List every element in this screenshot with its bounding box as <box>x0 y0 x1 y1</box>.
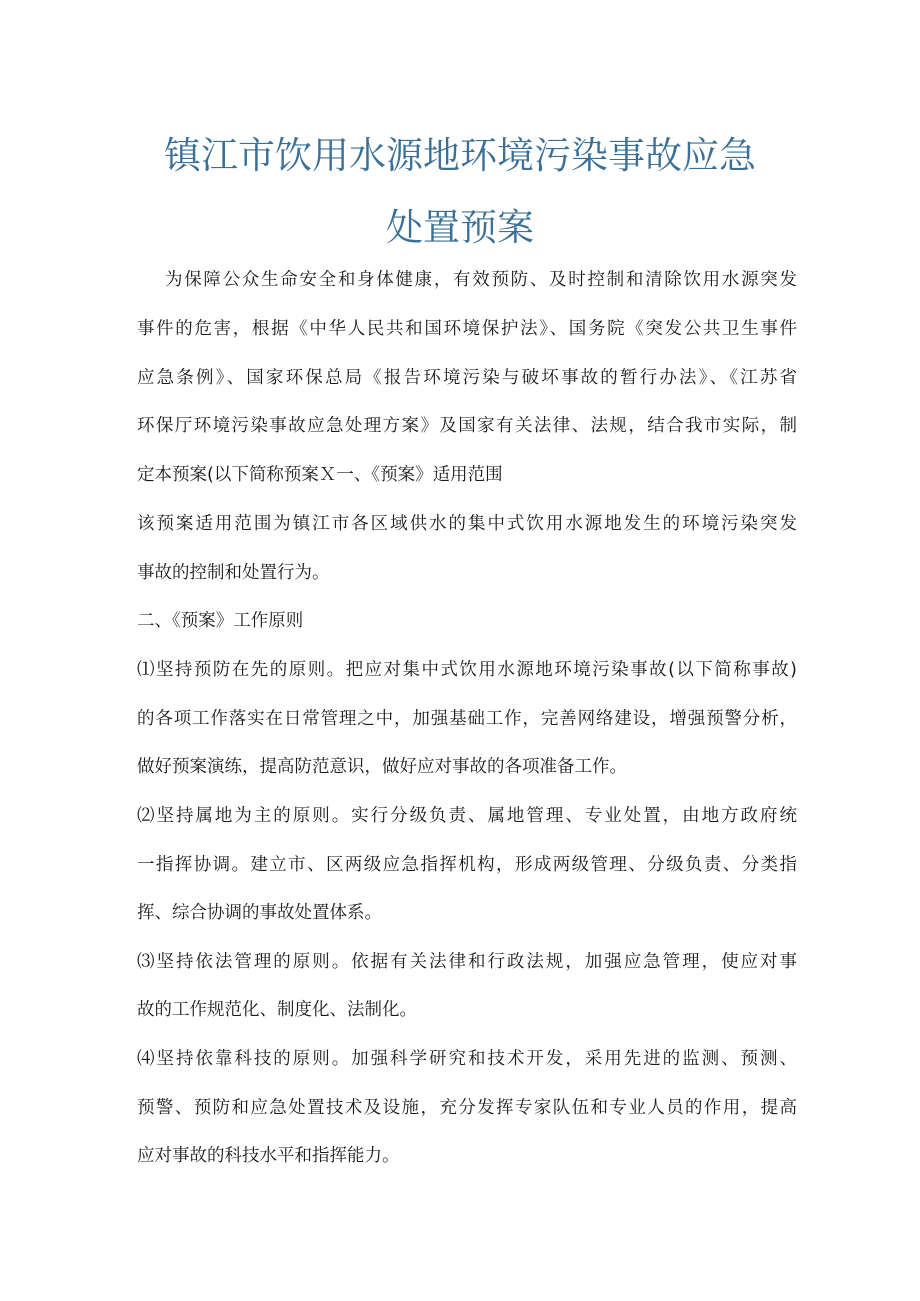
paragraph-line: 故的工作规范化、制度化、法制化。 <box>137 1000 417 1020</box>
document-title-line-2: 处置预案 <box>386 206 534 249</box>
paragraph-line: ⑵坚持属地为主的原则。实行分级负责、属地管理、专业处置，由地方政府统 <box>137 806 797 826</box>
paragraph-line: ⑶坚持依法管理的原则。依据有关法律和行政法规，加强应急管理，使应对事 <box>137 952 797 972</box>
paragraph-line: 预警、预防和应急处置技术及设施，充分发挥专家队伍和专业人员的作用，提高 <box>137 1098 797 1118</box>
document-title-line-1: 镇江市饮用水源地环境污染事故应急 <box>164 134 756 177</box>
paragraph-line: 环保厅环境污染事故应急处理方案》及国家有关法律、法规，结合我市实际，制 <box>137 416 797 436</box>
paragraph-line: 应对事故的科技水平和指挥能力。 <box>137 1146 400 1166</box>
section-heading: 二、《预案》工作原则 <box>137 611 304 631</box>
paragraph-line: 定本预案(以下简称预案Ｘ一、《预案》适用范围 <box>137 465 503 485</box>
paragraph-line: 挥、综合协调的事故处置体系。 <box>137 903 382 923</box>
paragraph-line: ⑴坚持预防在先的原则。把应对集中式饮用水源地环境污染事故(以下简称事故) <box>137 660 797 680</box>
paragraph-line: 事故的控制和处置行为。 <box>137 563 330 583</box>
paragraph-line: 事件的危害，根据《中华人民共和国环境保护法》、国务院《突发公共卫生事件 <box>137 319 797 339</box>
paragraph-line: 的各项工作落实在日常管理之中，加强基础工作，完善网络建设，增强预警分析， <box>137 709 797 729</box>
paragraph-line: 为保障公众生命安全和身体健康，有效预防、及时控制和清除饮用水源突发 <box>165 270 797 290</box>
paragraph-line: 做好预案演练，提高防范意识，做好应对事故的各项准备工作。 <box>137 757 627 777</box>
paragraph-line: 一指挥协调。建立市、区两级应急指挥机构，形成两级管理、分级负责、分类指 <box>137 855 797 875</box>
paragraph-line: 该预案适用范围为镇江市各区域供水的集中式饮用水源地发生的环境污染突发 <box>137 514 797 534</box>
paragraph-line: ⑷坚持依靠科技的原则。加强科学研究和技术开发，采用先进的监测、预测、 <box>137 1049 797 1069</box>
paragraph-line: 应急条例》、国家环保总局《报告环境污染与破坏事故的暂行办法》、《江苏省 <box>137 368 797 388</box>
